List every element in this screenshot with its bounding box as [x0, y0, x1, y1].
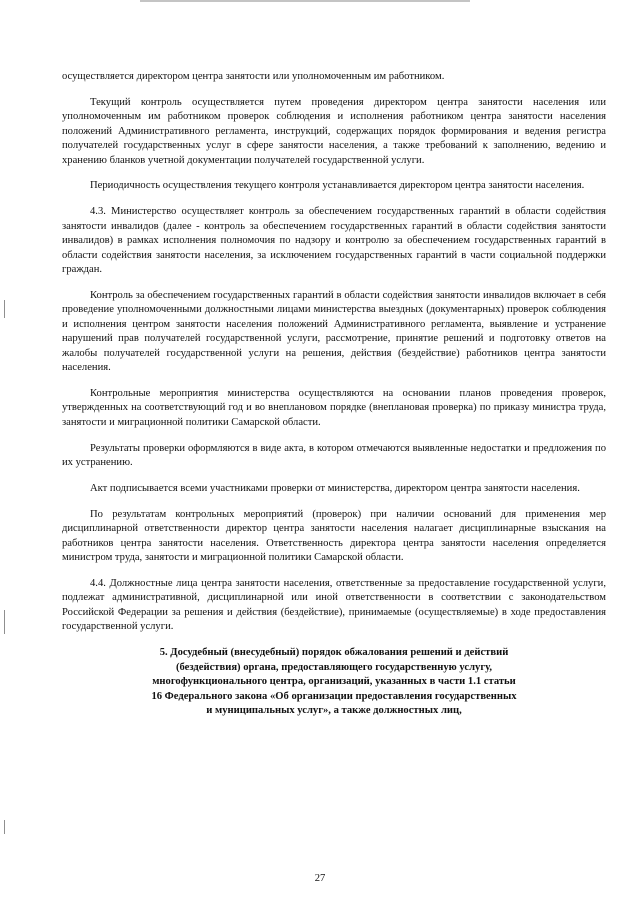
section-5-heading: 5. Досудебный (внесудебный) порядок обжалования решений и действий (бездействия) органа, предоставляющего государственную услугу, многофункционального центра, организаций, указанных в части 1.1 статьи 16 Федерального закона «Об организации предоставления государственных и муниципальных услуг», а также должностных лиц, — [151, 647, 517, 717]
paragraph-4-4: 4.4. Должностные лица центра занятости населения, ответственные за предоставление государственной услуги, подлежат административной, дисциплинарной или иной ответственности в соответствии с законодательством Российской Федерации за решения и действия (бездействие), принимаемые (осуществляемые) в ходе предоставления государственной услуги. — [62, 577, 606, 633]
paragraph-control-measures: Контрольные мероприятия министерства осуществляются на основании планов проведения проверок, утвержденных на соответствующий год и во внеплановом порядке (внеплановая проверка) по приказу министра труда, занятости и миграционной политики Самарской области. — [62, 387, 606, 428]
paragraph-guarantees-control: Контроль за обеспечением государственных гарантий в области содействия занятости инвалидов включает в себя проведение уполномоченными должностными лицами министерства выездных (документарных) проверок соблюдения и исполнения центром занятости населения положений Административного регламента, выявление и устранение нарушений прав получателей государственной услуги, рассмотрение, принятие решений и подготовку ответов на жалобы получателей государственной услуги на решения, действия (бездействие) работников центра занятости населения. — [62, 289, 606, 373]
paragraph-disciplinary-measures: По результатам контрольных мероприятий (проверок) при наличии оснований для применения мер дисциплинарной ответственности директор центра занятости населения налагает дисциплинарные взыскания на работников центра занятости населения. Ответственность директора центра занятости населения определяется министром труда, занятости и миграционной политики Самарской области. — [62, 508, 606, 563]
page-number: 27 — [314, 873, 326, 884]
paragraph-current-control: Текущий контроль осуществляется путем проведения директором центра занятости населения или уполномоченным им работником проверок соблюдения и исполнения работником центра занятости населения положений Административного регламента, инструкций, содержащих порядок формирования и ведения регистра получателей государственных услуг в сфере занятости населения, а также требований к заполнению, ведению и хранению бланков учетной документации получателей государственной услуги. — [62, 96, 606, 166]
scan-edge-mark — [4, 610, 5, 634]
document-body — [62, 70, 606, 719]
paragraph-control-periodicity: Периодичность осуществления текущего контроля устанавливается директором центра занятости населения. — [90, 180, 585, 192]
scan-edge-mark — [4, 300, 5, 318]
paragraph-inspection-results: Результаты проверки оформляются в виде акта, в котором отмечаются выявленные недостатки и предложения по их устранению. — [62, 442, 606, 468]
scan-edge-mark — [4, 820, 5, 834]
paragraph-continuation: осуществляется директором центра занятости или уполномоченным им работником. — [62, 71, 445, 82]
scan-artifact-line — [140, 0, 470, 2]
paragraph-act-signing: Акт подписывается всеми участниками проверки от министерства, директором центра занятости населения. — [90, 482, 580, 494]
paragraph-4-3: 4.3. Министерство осуществляет контроль за обеспечением государственных гарантий в области содействия занятости инвалидов (далее - контроль за обеспечением государственных гарантий в области содействия занятости инвалидов) в рамках исполнения полномочия по надзору и контролю за обеспечением государственных гарантий в области содействия занятости населения, за исключением государственных гарантий в части социальной поддержки граждан. — [62, 206, 606, 275]
